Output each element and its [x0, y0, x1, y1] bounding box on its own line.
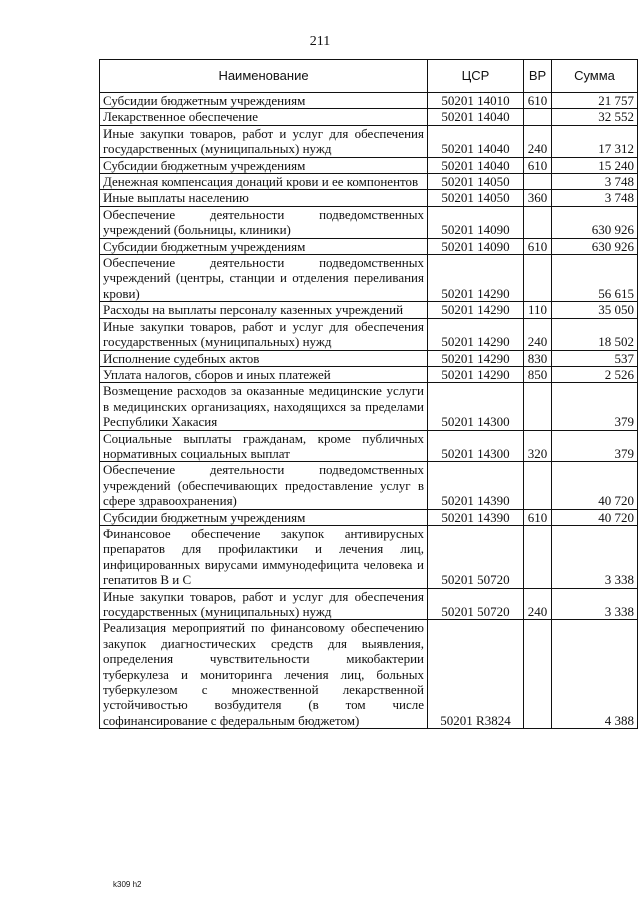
row-vr: 240: [524, 588, 552, 620]
row-vr: [524, 174, 552, 190]
row-vr: [524, 206, 552, 238]
row-vr: 610: [524, 509, 552, 525]
row-sum: 3 748: [552, 174, 638, 190]
budget-table: [99, 59, 638, 729]
row-csr: 50201 14040: [428, 109, 524, 125]
row-csr: 50201 14090: [428, 206, 524, 238]
row-csr: 50201 14300: [428, 383, 524, 430]
row-csr: 50201 14290: [428, 255, 524, 302]
table-row: [100, 525, 638, 588]
row-csr: 50201 14050: [428, 190, 524, 206]
row-name: Иные выплаты населению: [100, 190, 428, 206]
row-sum: 35 050: [552, 302, 638, 318]
table-row: [100, 255, 638, 302]
row-name: Обеспечение деятельности подведомственных учреждений (больницы, клиники): [100, 206, 428, 238]
row-csr: 50201 14390: [428, 462, 524, 509]
row-vr: 610: [524, 93, 552, 109]
row-csr: 50201 14290: [428, 366, 524, 382]
row-name: Иные закупки товаров, работ и услуг для обеспечения государственных (муниципальных) нужд: [100, 588, 428, 620]
row-sum: 18 502: [552, 318, 638, 350]
row-sum: 3 748: [552, 190, 638, 206]
row-sum: 17 312: [552, 125, 638, 157]
row-name: Финансовое обеспечение закупок антивирусных препаратов для профилактики и лечения лиц, инфицированных вирусами иммунодефицита человека и гепатитов В и С: [100, 525, 428, 588]
table-row: [100, 620, 638, 729]
row-name: Расходы на выплаты персоналу казенных учреждений: [100, 302, 428, 318]
row-sum: 630 926: [552, 206, 638, 238]
row-name: Лекарственное обеспечение: [100, 109, 428, 125]
row-vr: [524, 620, 552, 729]
row-name: Социальные выплаты гражданам, кроме публичных нормативных социальных выплат: [100, 430, 428, 462]
row-csr: 50201 14050: [428, 174, 524, 190]
row-vr: [524, 255, 552, 302]
table-row: [100, 109, 638, 125]
header-sum: Сумма: [552, 60, 638, 93]
row-sum: 40 720: [552, 462, 638, 509]
row-sum: 3 338: [552, 525, 638, 588]
row-name: Исполнение судебных актов: [100, 350, 428, 366]
table-row: [100, 206, 638, 238]
table-row: [100, 238, 638, 254]
table-row: [100, 318, 638, 350]
header-csr: ЦСР: [428, 60, 524, 93]
row-name: Иные закупки товаров, работ и услуг для обеспечения государственных (муниципальных) нужд: [100, 125, 428, 157]
table-header-row: [100, 60, 638, 93]
table-row: [100, 509, 638, 525]
header-name: Наименование: [100, 60, 428, 93]
row-vr: 610: [524, 157, 552, 173]
row-sum: 15 240: [552, 157, 638, 173]
row-sum: 630 926: [552, 238, 638, 254]
table-row: [100, 383, 638, 430]
footer-code: k309 h2: [113, 880, 142, 889]
row-name: Иные закупки товаров, работ и услуг для обеспечения государственных (муниципальных) нужд: [100, 318, 428, 350]
table-row: [100, 125, 638, 157]
row-vr: 610: [524, 238, 552, 254]
row-sum: 21 757: [552, 93, 638, 109]
header-vr: ВР: [524, 60, 552, 93]
table-row: [100, 350, 638, 366]
row-vr: [524, 109, 552, 125]
row-name: Обеспечение деятельности подведомственных учреждений (центры, станции и отделения переливания крови): [100, 255, 428, 302]
row-sum: 56 615: [552, 255, 638, 302]
row-vr: [524, 383, 552, 430]
table-row: [100, 190, 638, 206]
row-name: Денежная компенсация донаций крови и ее компонентов: [100, 174, 428, 190]
row-sum: 3 338: [552, 588, 638, 620]
row-vr: 830: [524, 350, 552, 366]
row-vr: 320: [524, 430, 552, 462]
row-csr: 50201 14290: [428, 318, 524, 350]
row-sum: 40 720: [552, 509, 638, 525]
row-name: Субсидии бюджетным учреждениям: [100, 238, 428, 254]
row-csr: 50201 R3824: [428, 620, 524, 729]
row-sum: 379: [552, 383, 638, 430]
row-sum: 2 526: [552, 366, 638, 382]
row-vr: 360: [524, 190, 552, 206]
row-sum: 32 552: [552, 109, 638, 125]
row-csr: 50201 14040: [428, 157, 524, 173]
table-row: [100, 588, 638, 620]
row-csr: 50201 14390: [428, 509, 524, 525]
row-vr: 850: [524, 366, 552, 382]
row-sum: 537: [552, 350, 638, 366]
row-name: Реализация мероприятий по финансовому обеспечению закупок диагностических средств для выявления, определения чувствительности микобактерии туберкулеза и мониторинга лечения лиц, больных туберкулезом с множественной лекарственной устойчивостью возбудителя (в том числе софинансирование с федеральным бюджетом): [100, 620, 428, 729]
row-csr: 50201 14290: [428, 302, 524, 318]
row-csr: 50201 14040: [428, 125, 524, 157]
table-row: [100, 366, 638, 382]
table-row: [100, 430, 638, 462]
row-name: Субсидии бюджетным учреждениям: [100, 93, 428, 109]
row-vr: [524, 525, 552, 588]
row-name: Субсидии бюджетным учреждениям: [100, 157, 428, 173]
row-sum: 4 388: [552, 620, 638, 729]
row-csr: 50201 14090: [428, 238, 524, 254]
table-row: [100, 302, 638, 318]
table-row: [100, 93, 638, 109]
row-name: Возмещение расходов за оказанные медицинские услуги в медицинских организациях, находящихся за пределами Республики Хакасия: [100, 383, 428, 430]
page-number: 211: [309, 34, 331, 49]
row-name: Обеспечение деятельности подведомственных учреждений (обеспечивающих предоставление услуг в сфере здравоохранения): [100, 462, 428, 509]
table-row: [100, 462, 638, 509]
table-row: [100, 174, 638, 190]
row-vr: [524, 462, 552, 509]
row-vr: 240: [524, 125, 552, 157]
row-name: Уплата налогов, сборов и иных платежей: [100, 366, 428, 382]
row-vr: 110: [524, 302, 552, 318]
row-csr: 50201 14290: [428, 350, 524, 366]
row-csr: 50201 14010: [428, 93, 524, 109]
row-csr: 50201 50720: [428, 588, 524, 620]
row-csr: 50201 50720: [428, 525, 524, 588]
table-row: [100, 157, 638, 173]
row-vr: 240: [524, 318, 552, 350]
row-sum: 379: [552, 430, 638, 462]
row-csr: 50201 14300: [428, 430, 524, 462]
row-name: Субсидии бюджетным учреждениям: [100, 509, 428, 525]
